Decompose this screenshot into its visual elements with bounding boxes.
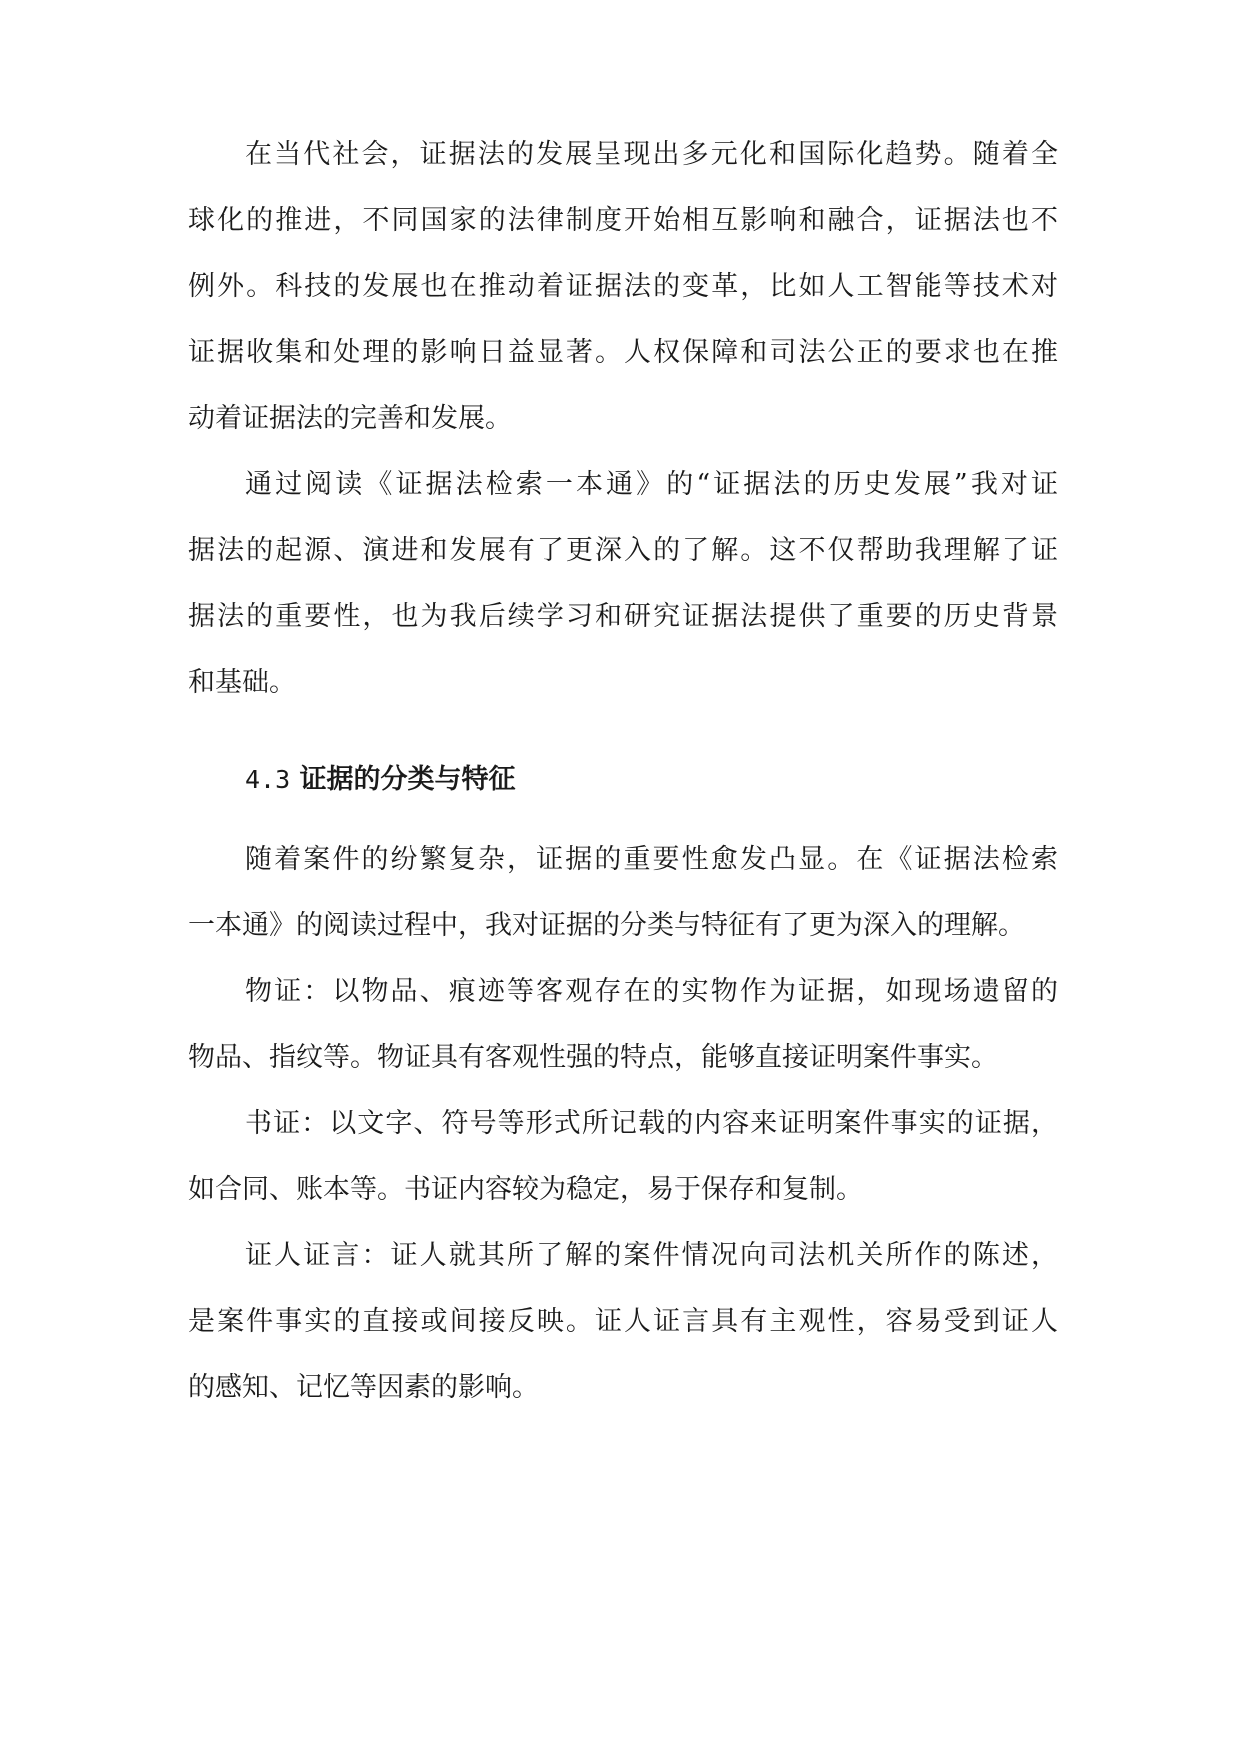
paragraph-line: 证人证言：证人就其所了解的案件情况向司法机关所作的陈述， — [245, 1240, 1058, 1271]
paragraph-line: 通过阅读《证据法检索一本通》的“证据法的历史发展”我对证 — [245, 469, 1058, 500]
paragraph-line: 据法的重要性，也为我后续学习和研究证据法提供了重要的历史背景 — [188, 601, 1058, 632]
paragraph-line: 是案件事实的直接或间接反映。证人证言具有主观性，容易受到证人 — [188, 1306, 1058, 1337]
section-title: 证据的分类与特征 — [299, 764, 516, 795]
paragraph-line: 动着证据法的完善和发展。 — [188, 403, 512, 434]
paragraph-line: 书证：以文字、符号等形式所记载的内容来证明案件事实的证据， — [245, 1108, 1058, 1139]
paragraph-line: 在当代社会，证据法的发展呈现出多元化和国际化趋势。随着全 — [245, 139, 1058, 170]
paragraph-line: 例外。科技的发展也在推动着证据法的变革，比如人工智能等技术对 — [188, 271, 1058, 302]
paragraph-line: 物证：以物品、痕迹等客观存在的实物作为证据，如现场遗留的 — [245, 976, 1058, 1007]
paragraph-line: 和基础。 — [188, 667, 296, 698]
paragraph-line: 球化的推进，不同国家的法律制度开始相互影响和融合，证据法也不 — [188, 205, 1058, 236]
section-number: 4.3 — [245, 765, 291, 794]
section-heading — [245, 762, 516, 798]
paragraph-line: 据法的起源、演进和发展有了更深入的了解。这不仅帮助我理解了证 — [188, 535, 1058, 566]
paragraph-line: 物品、指纹等。物证具有客观性强的特点，能够直接证明案件事实。 — [188, 1042, 998, 1073]
paragraph-line: 一本通》的阅读过程中，我对证据的分类与特征有了更为深入的理解。 — [188, 910, 1025, 941]
paragraph-line: 如合同、账本等。书证内容较为稳定，易于保存和复制。 — [188, 1174, 863, 1205]
paragraph-line: 证据收集和处理的影响日益显著。人权保障和司法公正的要求也在推 — [188, 337, 1058, 368]
paragraph-line: 的感知、记忆等因素的影响。 — [188, 1372, 539, 1403]
paragraph-line: 随着案件的纷繁复杂，证据的重要性愈发凸显。在《证据法检索 — [245, 844, 1058, 875]
